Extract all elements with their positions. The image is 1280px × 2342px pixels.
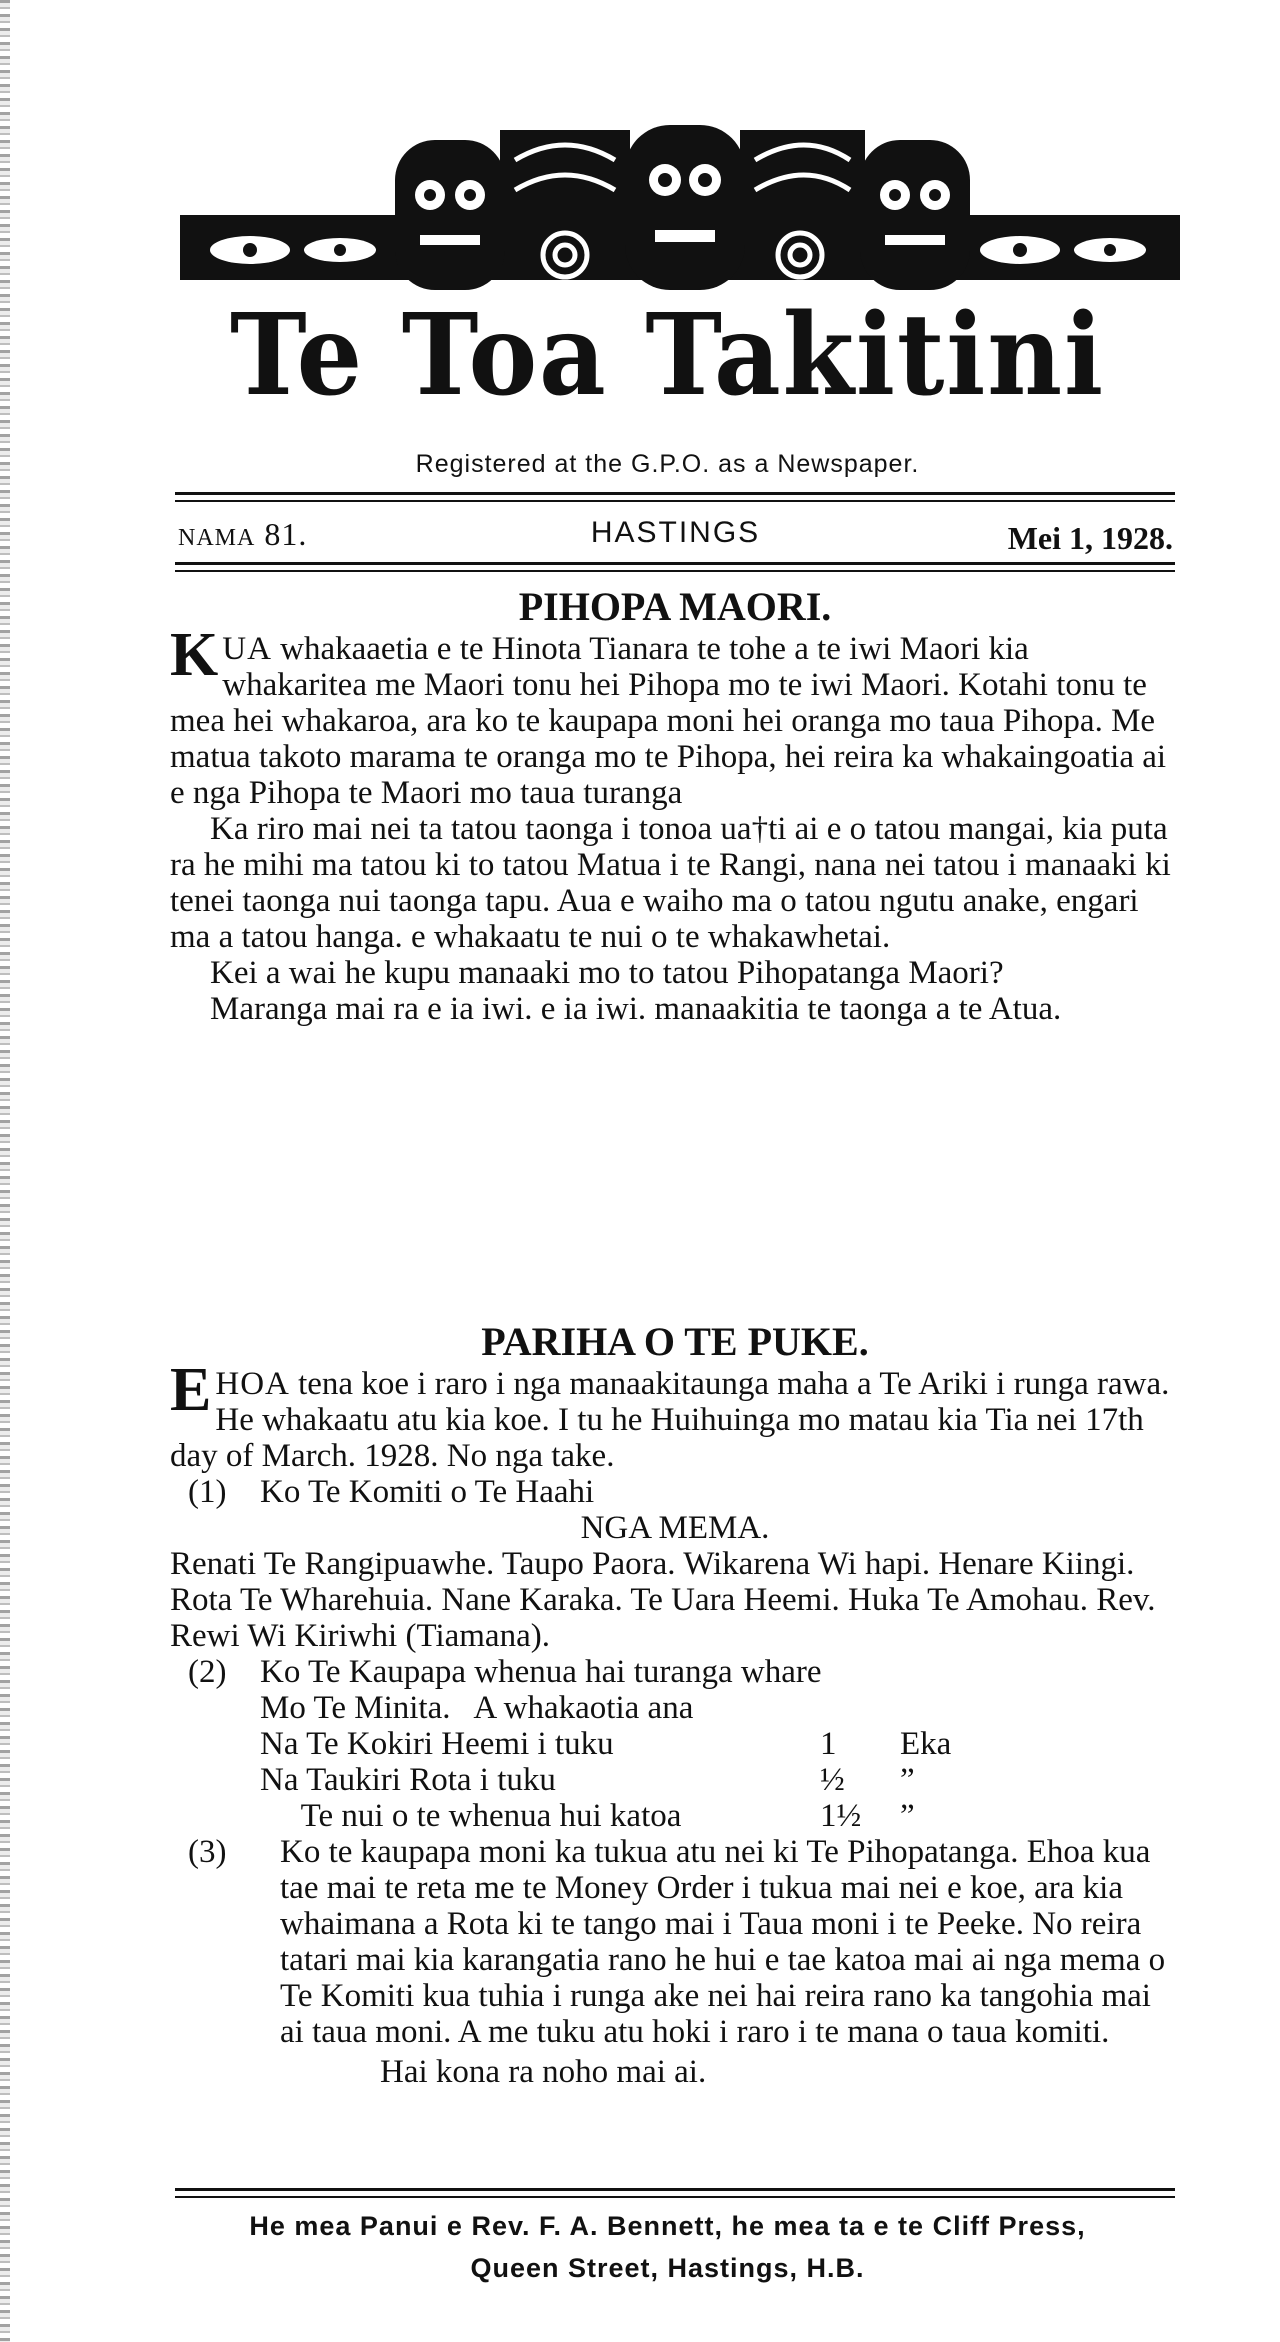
rule-bottom-1 <box>175 2188 1175 2191</box>
allocation-label: Na Te Kokiri Heemi i tuku <box>260 1726 614 1762</box>
article-paragraph-1: KUA whakaaetia e te Hinota Tianara te tohe a te iwi Maori kia whakaritea me Maori tonu hei Pihopa mo te iwi Maori. Kotahi tonu te mea hei whakaroa, ara ko te kaupapa moni hei oranga mo taua Pihopa. Me matua takoto marama te oranga mo te Pihopa, hei reira ka whakaingoatia ai e nga Pihopa te Maori mo taua turanga <box>170 621 1167 811</box>
members-heading: NGA MEMA. <box>580 1510 770 1546</box>
issue-info-row <box>178 510 1173 558</box>
registration-note: Registered at the G.P.O. as a Newspaper. <box>415 450 920 478</box>
publisher-footer <box>150 2205 1185 2289</box>
article-paragraph-3: Kei a wai he kupu manaaki mo to tatou Pihopatanga Maori? <box>210 955 1004 991</box>
article-paragraph-2: Ka riro mai nei ta tatou taonga i tonoa ua†ti ai e o tatou mangai, kia puta ra he mihi ma tatou ki to tatou Matua i te Rangi, nana nei tatou i manaaki ki tenei taonga nui taonga tapu. Aua e waiho ma o tatou ngutu anake, engari ma a tatou hanga. e whakaatu te nui o te whakawhetai. <box>170 811 1171 955</box>
carved-figure-center <box>625 125 745 290</box>
allocation-value: 1½ <box>820 1798 862 1834</box>
allocation-value: ½ <box>820 1762 845 1798</box>
agenda-item-2: (2) Ko Te Kaupapa whenua hai turanga whare Mo Te Minita. A whakaotia ana <box>188 1654 822 1726</box>
article-paragraph-4: Maranga mai ra e ia iwi. e ia iwi. manaakitia te taonga a te Atua. <box>210 991 1062 1027</box>
rule-mid-2 <box>175 570 1175 572</box>
masthead-title: Te Toa Takitini <box>229 290 1106 421</box>
maori-carving-banner <box>180 120 1180 295</box>
allocation-value: 1 <box>820 1726 837 1762</box>
allocation-unit: ” <box>900 1762 915 1798</box>
article-pihopa-maori <box>170 585 1180 1027</box>
members-list: Renati Te Rangipuawhe. Taupo Paora. Wikarena Wi hapi. Henare Kiingi. Rota Te Wharehuia. Nane Karaka. Te Uara Heemi. Huka Te Amohau. Rev. Rewi Wi Kiriwhi (Tiamana). <box>170 1546 1156 1654</box>
carved-figure-right <box>860 140 970 290</box>
drop-cap: E <box>170 1356 212 1424</box>
agenda-item-3: (3) Ko te kaupapa moni ka tukua atu nei ki Te Pihopatanga. Ehoa kua tae mai te reta me te Money Order i tukua mai nei e koe, ara kia whaimana a Rota ki te tango mai i Taua moni i te Peeke. No reira tatari mai kia karangatia rano he hui e tae katoa mai ai nga mema o Te Komiti kua tuhia i runga ake nei hai reira rano ka tangohia mai ai taua moni. A me tuku atu hoki i raro i te mana o taua komiti. <box>188 1834 1166 2050</box>
issue-date: Mei 1, 1928. <box>1007 520 1173 556</box>
article-heading: PARIHA O TE PUKE. <box>481 1319 869 1364</box>
footer-line-2: Queen Street, Hastings, H.B. <box>470 2253 865 2283</box>
allocation-unit: ” <box>900 1798 915 1834</box>
closing-line: Hai kona ra noho mai ai. <box>380 2054 707 2090</box>
land-allocation-table <box>260 1726 1180 1834</box>
allocation-unit: Eka <box>900 1726 952 1762</box>
rule-top-1 <box>175 492 1175 495</box>
drop-cap: K <box>170 621 219 689</box>
article-heading: PIHOPA MAORI. <box>518 584 832 629</box>
issue-number: NAMA 81. <box>178 516 308 552</box>
rule-top-2 <box>175 500 1175 502</box>
allocation-label: Na Taukiri Rota i tuku <box>260 1762 556 1798</box>
article-pariha-o-te-puke <box>170 1320 1180 2090</box>
rule-mid-1 <box>175 562 1175 565</box>
scan-edge <box>0 0 10 2342</box>
rule-bottom-2 <box>175 2196 1175 2198</box>
allocation-label: Te nui o te whenua hui katoa <box>260 1798 682 1834</box>
footer-line-1: He mea Panui e Rev. F. A. Bennett, he mea ta e te Cliff Press, <box>249 2211 1086 2241</box>
issue-place: HASTINGS <box>590 516 761 549</box>
article-intro: EHOA tena koe i raro i nga manaakitaunga maha a Te Ariki i runga rawa. He whakaatu atu kia koe. I tu he Huihuinga mo matau kia Tia nei 17th day of March. 1928. No nga take. <box>170 1356 1170 1474</box>
agenda-item-1: (1) Ko Te Komiti o Te Haahi <box>188 1474 595 1510</box>
carved-figure-left <box>395 140 505 290</box>
